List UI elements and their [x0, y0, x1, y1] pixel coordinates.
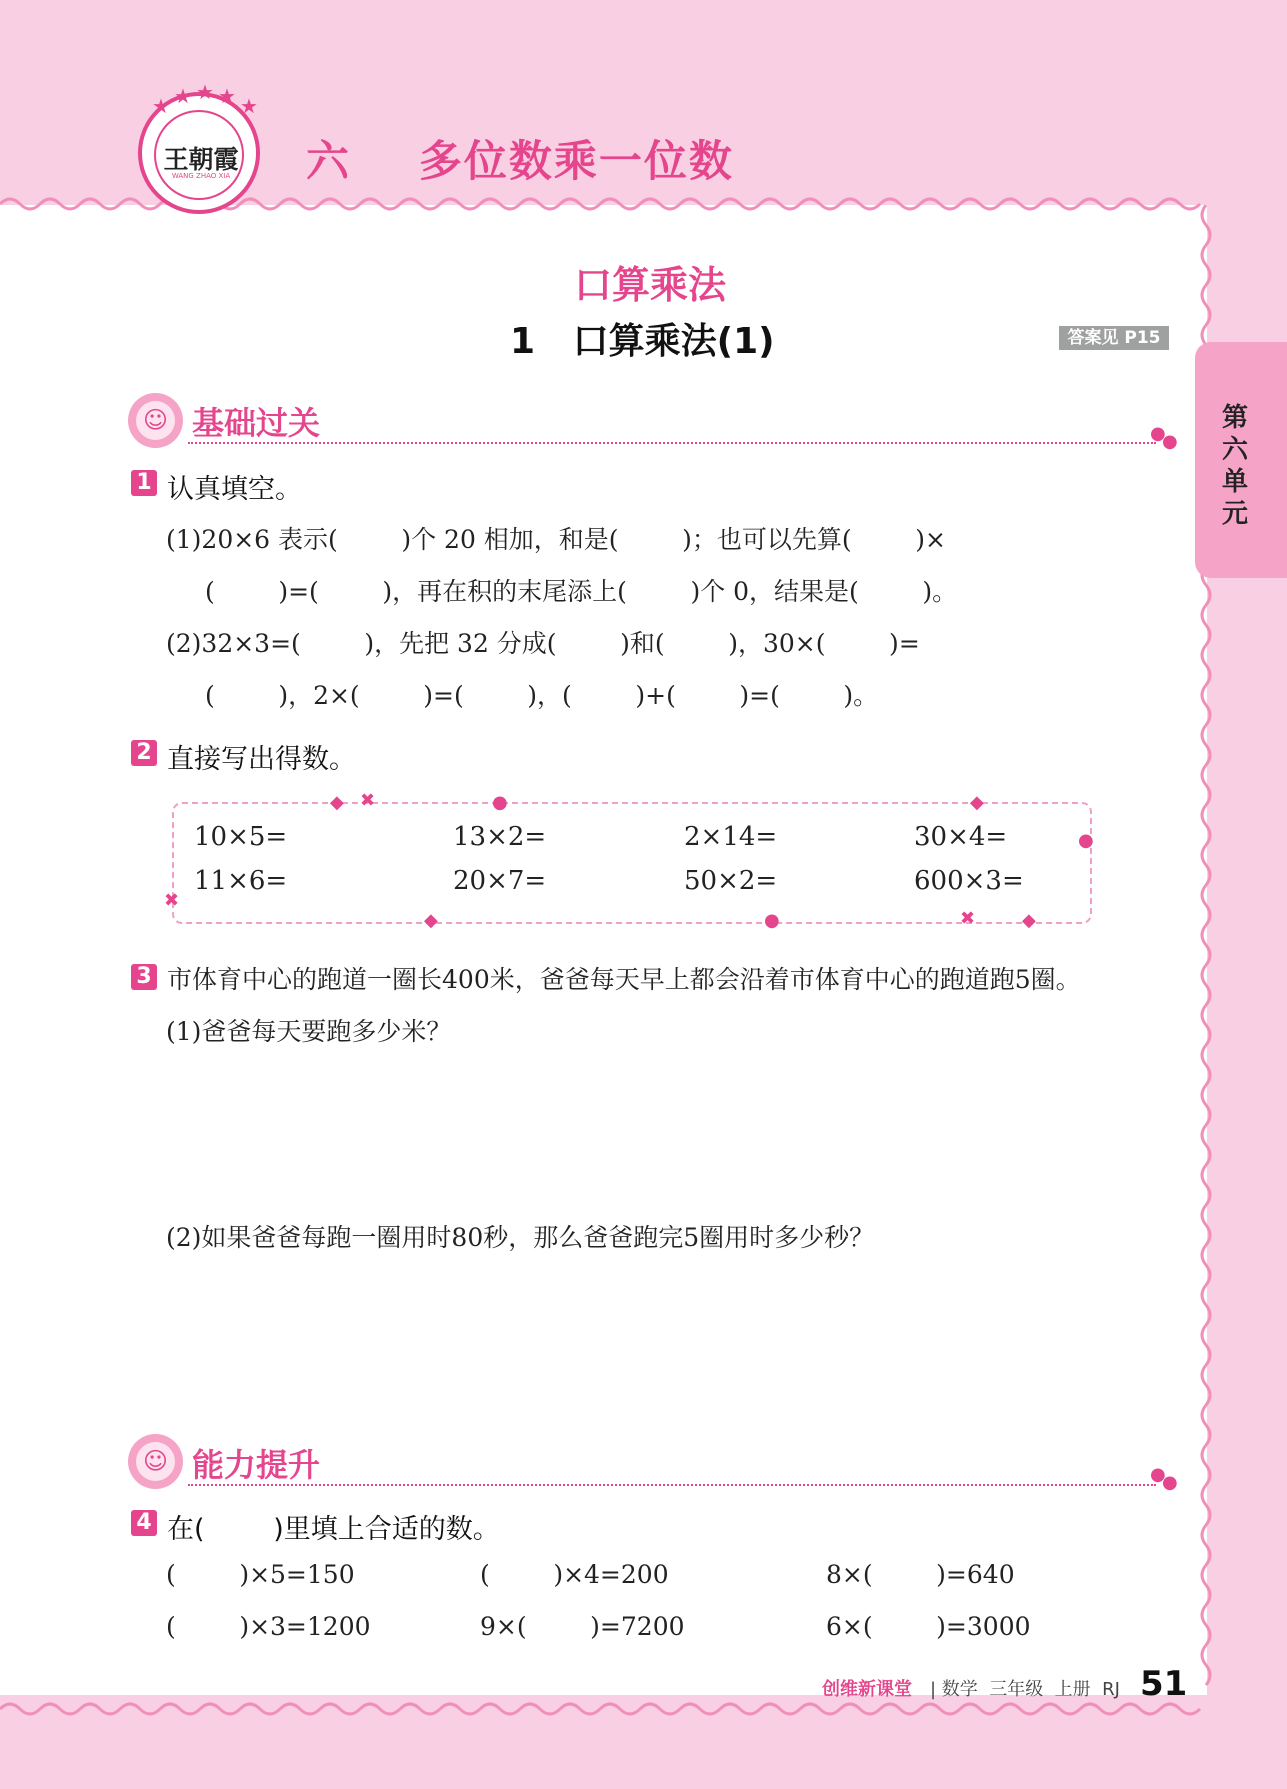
footer-info: | 数学 三年级 上册 RJ: [930, 1679, 1120, 1700]
sub-question: (2)如果爸爸每跑一圈用时80秒，那么爸爸跑完5圈用时多少秒？: [166, 1223, 875, 1252]
calc-item: 600×3=: [914, 866, 1024, 896]
part-title-advanced: 能力提升: [192, 1446, 321, 1484]
question-number: 3: [131, 964, 157, 990]
fill-equation: ( )×3=1200: [166, 1612, 371, 1641]
answer-reference: 答案见 P15: [1059, 326, 1169, 350]
dot-decoration-icon: ◆: [424, 910, 438, 931]
section-title: 口算乘法: [573, 263, 726, 307]
part-title-basic: 基础过关: [192, 404, 321, 442]
star-icon: ★: [196, 80, 214, 104]
cross-decoration-icon: ✖: [960, 908, 976, 929]
star-icon: ★: [152, 94, 170, 118]
part-badge-icon: [128, 393, 183, 448]
logo-subtext: WANG ZHAO XIA: [171, 172, 231, 180]
unit-title: 六 多位数乘一位数: [306, 137, 734, 187]
fill-blank-line: (2)32×3=( )，先把 32 分成( )和( )，30×( )=: [166, 629, 920, 658]
part-badge-icon: [128, 1434, 183, 1489]
calc-item: 50×2=: [684, 866, 778, 896]
part-divider: [188, 1484, 1156, 1486]
part-divider: [188, 442, 1156, 444]
calc-item: 2×14=: [684, 822, 778, 852]
calc-item: 10×5=: [194, 822, 288, 852]
calc-item: 30×4=: [914, 822, 1008, 852]
logo-circle: [154, 110, 244, 200]
fill-equation: 6×( )=3000: [826, 1612, 1031, 1641]
dot-decoration-icon: ●: [1078, 830, 1094, 851]
fill-blank-line: ( )，2×( )=( )，( )+( )=( )。: [205, 681, 879, 710]
fill-blank-line: ( )=( )，再在积的末尾添上( )个 0，结果是( )。: [205, 577, 958, 606]
fill-blank-line: (1)20×6 表示( )个 20 相加，和是( )；也可以先算( )×: [166, 525, 946, 554]
fill-equation: ( )×5=150: [166, 1560, 355, 1589]
sub-question: (1)爸爸每天要跑多少米？: [166, 1017, 452, 1046]
calc-item: 20×7=: [453, 866, 547, 896]
dot-decoration-icon: ◆: [330, 792, 344, 813]
star-icon: ★: [240, 94, 258, 118]
question-title: 在( )里填上合适的数。: [167, 1514, 500, 1545]
question-title: 市体育中心的跑道一圈长400米，爸爸每天早上都会沿着市体育中心的跑道跑5圈。: [167, 965, 1081, 994]
page-number: 51: [1140, 1664, 1188, 1704]
footer-brand: 创维新课堂: [822, 1679, 912, 1700]
cross-decoration-icon: ✖: [164, 890, 180, 911]
question-number: 1: [131, 470, 157, 496]
lesson-title: 1 口算乘法(1): [510, 321, 775, 362]
fill-equation: ( )×4=200: [480, 1560, 669, 1589]
character-icon: ☺: [136, 401, 175, 440]
character-icon: ☺: [136, 1442, 175, 1481]
cross-decoration-icon: ✖: [360, 790, 376, 811]
dot-decoration-icon: ●: [492, 792, 508, 813]
dot-decoration-icon: ●: [1162, 1472, 1178, 1493]
logo-text: 王朝霞: [163, 145, 239, 174]
dot-decoration-icon: ◆: [1022, 910, 1036, 931]
fill-equation: 8×( )=640: [826, 1560, 1015, 1589]
question-number: 4: [131, 1510, 157, 1536]
star-icon: ★: [218, 84, 236, 108]
unit-side-tab: [1195, 342, 1287, 578]
question-title: 直接写出得数。: [167, 744, 356, 775]
question-number: 2: [131, 740, 157, 766]
star-icon: ★: [174, 84, 192, 108]
calc-item: 11×6=: [194, 866, 288, 896]
dot-decoration-icon: ●: [1150, 423, 1166, 444]
fill-equation: 9×( )=7200: [480, 1612, 685, 1641]
dot-decoration-icon: ●: [1162, 431, 1178, 452]
side-tab-label: 第六单元: [1221, 403, 1248, 529]
dot-decoration-icon: ◆: [970, 792, 984, 813]
dot-decoration-icon: ●: [1150, 1464, 1166, 1485]
dot-decoration-icon: ●: [764, 910, 780, 931]
calculation-box: [172, 802, 1092, 924]
calc-item: 13×2=: [453, 822, 547, 852]
question-title: 认真填空。: [167, 474, 302, 505]
